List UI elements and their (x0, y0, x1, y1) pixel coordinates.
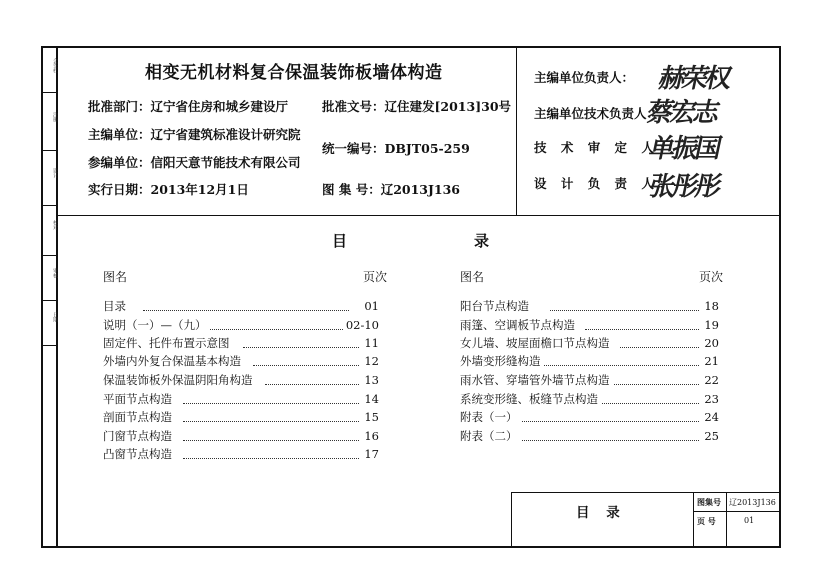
responsible-role: 设 计 负 责 人： (534, 176, 677, 191)
toc-entry[interactable]: 平面节点构造 14 (103, 390, 379, 408)
toc-entry[interactable]: 固定件、托件布置示意图 11 (103, 334, 379, 352)
side-strip-label: 校对 (52, 220, 58, 230)
title-block-divider (693, 492, 694, 547)
toc-entry[interactable]: 阳台节点构造 18 (460, 297, 719, 315)
toc-entry[interactable]: 女儿墙、坡屋面檐口节点构造 20 (460, 334, 719, 352)
toc-heading-mu: 目 (332, 232, 348, 250)
side-strip-label: 注册 (52, 112, 58, 122)
title-block-page-value: 01 (744, 516, 755, 525)
approval-department: 批准部门：辽宁省住房和城乡建设厅 (88, 99, 289, 114)
header-vertical-divider (516, 46, 517, 216)
side-divider (41, 205, 57, 206)
toc-entry[interactable]: 凸窗节点构造 17 (103, 445, 379, 463)
toc-entry[interactable]: 目录 01 (103, 297, 379, 315)
participating-unit: 参编单位：信阳天意节能技术有限公司 (88, 155, 301, 170)
side-strip-label: 审核 (52, 268, 58, 278)
toc-heading-lu: 录 (474, 232, 490, 250)
toc-entry[interactable]: 雨篷、空调板节点构造 19 (460, 316, 719, 334)
responsible-role: 主编单位技术负责人： (534, 106, 660, 121)
approval-document: 批准文号：辽住建发[2013]30号 (322, 99, 512, 114)
side-divider (41, 300, 57, 301)
frame-top (41, 46, 781, 48)
signature-design-lead: 张彤彤 (646, 172, 722, 202)
title-block-atlas-value: 辽2013J136 (729, 498, 776, 507)
chief-editor-unit: 主编单位：辽宁省建筑标准设计研究院 (88, 127, 301, 142)
toc-col-page: 页次 (699, 270, 724, 284)
side-strip-label: 会签栏 (52, 58, 58, 73)
signature-chief-unit: 赫荣权 (656, 64, 732, 94)
title-block-divider (693, 511, 780, 512)
signature-technical-review: 单振国 (646, 134, 722, 164)
toc-col-name: 图名 (460, 270, 485, 284)
unified-number: 统一编号：DBJT05-259 (322, 141, 470, 156)
side-strip-label: 日期 (52, 312, 58, 322)
toc-entry[interactable]: 雨水管、穿墙管外墙节点构造 22 (460, 371, 719, 389)
title-block-name: 目 录 (576, 505, 626, 521)
side-divider (41, 92, 57, 93)
toc-entry[interactable]: 门窗节点构造 16 (103, 427, 379, 445)
toc-entry[interactable]: 附表（二） 25 (460, 427, 719, 445)
frame-left-outer (41, 46, 43, 547)
toc-entry[interactable]: 说明（一）—（九） 02-10 (103, 316, 379, 334)
atlas-number: 图 集 号：辽2013J136 (322, 182, 461, 197)
frame-right (779, 46, 781, 547)
title-block-atlas-label: 图集号 (697, 497, 721, 507)
responsible-role: 主编单位负责人： (534, 70, 635, 85)
title-block-divider (726, 492, 727, 547)
side-divider (41, 255, 57, 256)
implementation-date: 实行日期：2013年12月1日 (88, 182, 249, 197)
drawing-set-title: 相变无机材料复合保温装饰板墙体构造 (145, 63, 443, 83)
side-strip-label: 设计 (52, 168, 58, 178)
toc-entry[interactable]: 保温装饰板外保温阴阳角构造 13 (103, 371, 379, 389)
responsible-role: 技 术 审 定 人： (534, 140, 677, 155)
toc-entry[interactable]: 附表（一） 24 (460, 408, 719, 426)
side-divider (41, 150, 57, 151)
toc-entry[interactable]: 剖面节点构造 15 (103, 408, 379, 426)
title-block-page-label: 页 号 (697, 516, 716, 526)
signature-technical-lead: 蔡宏志 (644, 98, 720, 128)
side-divider (41, 345, 57, 346)
toc-entry[interactable]: 外墙变形缝构造 21 (460, 352, 719, 370)
toc-col-page: 页次 (363, 270, 388, 284)
toc-col-name: 图名 (103, 270, 128, 284)
header-bottom-line (56, 215, 781, 216)
toc-entry[interactable]: 外墙内外复合保温基本构造 12 (103, 352, 379, 370)
toc-entry[interactable]: 系统变形缝、板缝节点构造 23 (460, 390, 719, 408)
